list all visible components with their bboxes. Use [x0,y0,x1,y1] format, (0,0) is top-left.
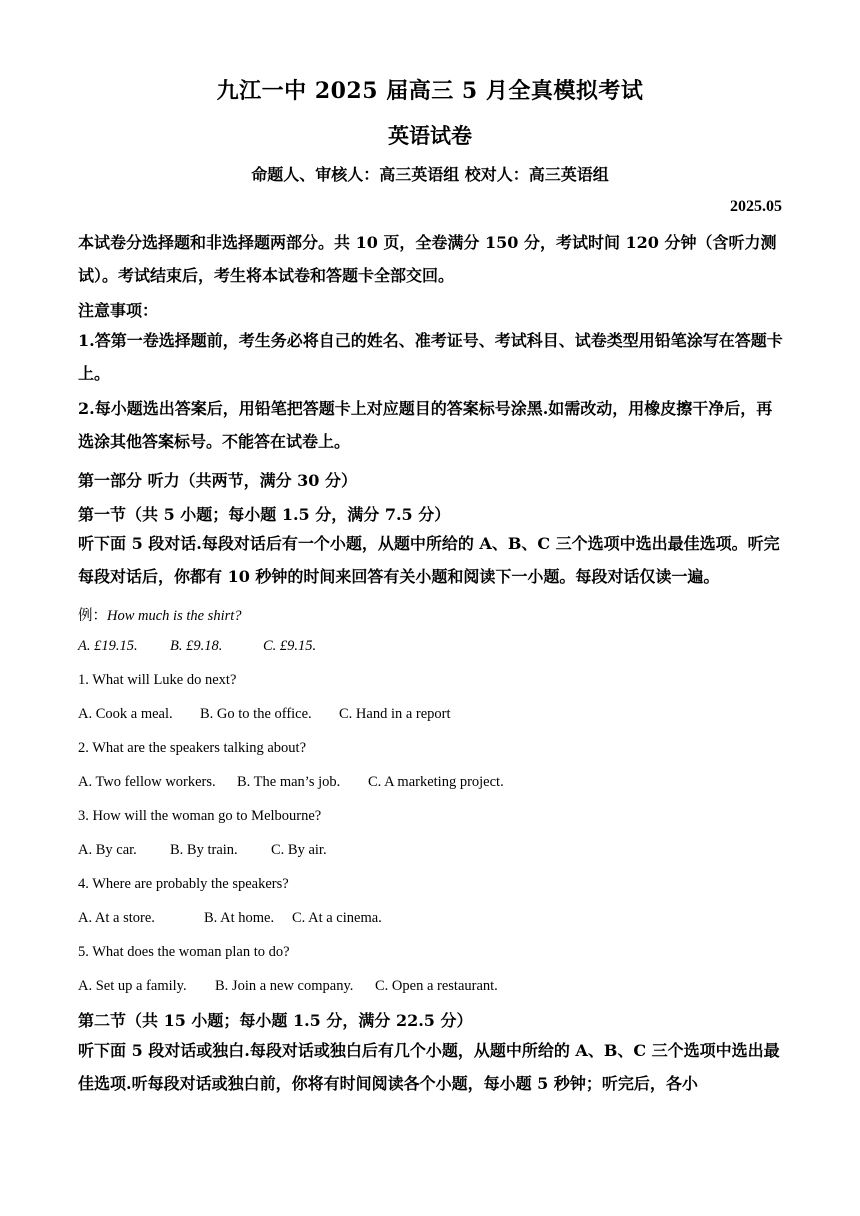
q4-option-c: C. At a cinema. [292,910,382,926]
q4-option-b: B. At home. [204,910,275,926]
example-option-c: C. £9.15. [263,638,317,654]
intro-paragraph: 本试卷分选择题和非选择题两部分。共 10 页，全卷满分 150 分，考试时间 120 分钟（含听力测试）。考试结束后，考生将本试卷和答题卡全部交回。 [78,233,777,285]
q3-option-a: A. By car. [78,842,137,858]
notes-item-1: 1.答第一卷选择题前，考生务必将自己的姓名、准考证号、考试科目、试卷类型用铅笔涂写在答题卡上。 [78,331,783,383]
q1-option-a: A. Cook a meal. [78,706,173,722]
notes-item-2: 2.每小题选出答案后，用铅笔把答题卡上对应题目的答案标号涂黑.如需改动，用橡皮擦干净后，再选涂其他答案标号。不能答在试卷上。 [78,399,773,451]
setters-line: 命题人、审核人：高三英语组 校对人：高三英语组 [251,165,609,184]
q2-option-b: B. The man’s job. [237,774,341,790]
question-5: 5. What does the woman plan to do? [78,944,290,960]
example-options [78,638,316,655]
q1-option-c: C. Hand in a report [339,706,451,722]
q4-option-a: A. At a store. [78,910,155,926]
example-label: 例： [78,608,107,624]
q2-option-c: C. A marketing project. [368,774,504,790]
exam-date: 2025.05 [730,198,782,215]
q3-option-b: B. By train. [170,842,238,858]
question-2: 2. What are the speakers talking about? [78,740,307,756]
notes-heading: 注意事项： [78,301,159,320]
question-2-options [78,774,504,791]
part1-heading: 第一部分 听力（共两节，满分 30 分） [78,471,357,490]
question-3-options [78,842,327,859]
question-1: 1. What will Luke do next? [78,672,237,688]
question-4-options [78,910,382,927]
example-option-a: A. £19.15. [78,638,138,654]
section2-instructions: 听下面 5 段对话或独白.每段对话或独白后有几个小题，从题中所给的 A、B、C 三个选项中选出最佳选项.听每段对话或独白前，你将有时间阅读各个小题，每小题 5 秒钟；听完后，各小 [78,1041,780,1093]
section1-heading: 第一节（共 5 小题；每小题 1.5 分，满分 7.5 分） [78,505,451,524]
q3-option-c: C. By air. [271,842,327,858]
example-question-text: How much is the shirt? [107,608,242,624]
q1-option-b: B. Go to the office. [200,706,312,722]
exam-subtitle: 英语试卷 [388,123,472,148]
example-option-b: B. £9.18. [170,638,223,654]
question-4: 4. Where are probably the speakers? [78,876,289,892]
q5-option-b: B. Join a new company. [215,978,354,994]
section2-heading: 第二节（共 15 小题；每小题 1.5 分，满分 22.5 分） [78,1011,473,1030]
section1-instructions: 听下面 5 段对话.每段对话后有一个小题，从题中所给的 A、B、C 三个选项中选出最佳选项。听完每段对话后，你都有 10 秒钟的时间来回答有关小题和阅读下一小题。每段对话仅读一遍。 [78,534,780,586]
q2-option-a: A. Two fellow workers. [78,774,216,790]
example-question [78,604,242,625]
q5-option-a: A. Set up a family. [78,978,187,994]
question-1-options [78,706,451,723]
exam-title: 九江一中 2025 届高三 5 月全真模拟考试 [216,78,644,104]
question-5-options [78,978,498,995]
q5-option-c: C. Open a restaurant. [375,978,498,994]
question-3: 3. How will the woman go to Melbourne? [78,808,322,824]
